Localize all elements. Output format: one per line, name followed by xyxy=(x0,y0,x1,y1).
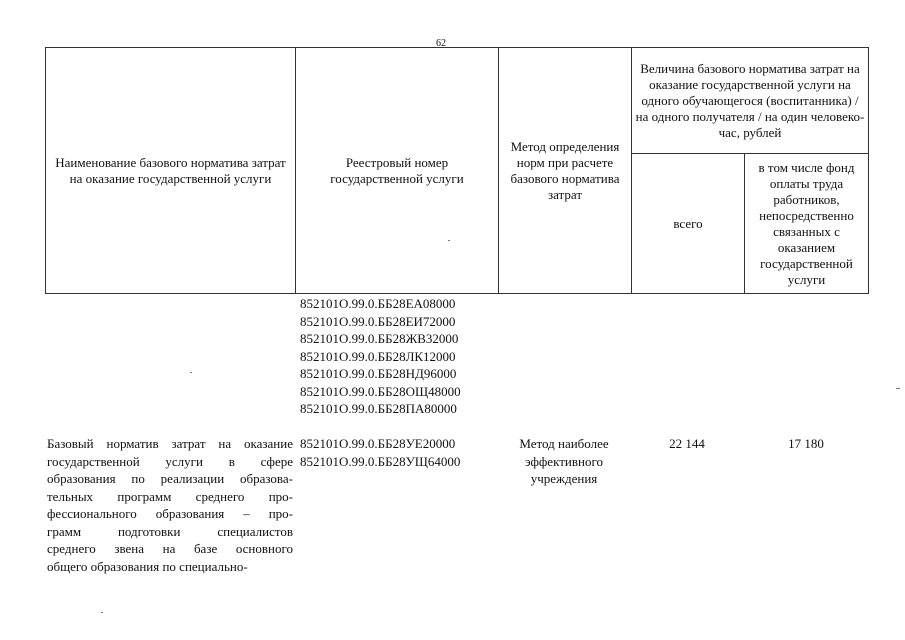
registry-code: 852101О.99.0.ББ28ЕА08000 xyxy=(300,296,456,311)
row-registry-cell xyxy=(300,435,460,470)
registry-code: 852101О.99.0.ББ28ОЩ48000 xyxy=(300,383,461,399)
row-name-line: среднего звена на базе основного xyxy=(47,541,293,556)
registry-code: 852101О.99.0.ББ28НД96000 xyxy=(300,366,457,381)
row-fund-value: 17 180 xyxy=(788,436,824,451)
registry-code: 852101О.99.0.ББ28ЖВ32000 xyxy=(300,331,459,346)
scan-speck xyxy=(448,240,450,241)
row-name-line: государственной услуги в сфере xyxy=(47,453,293,469)
header-fund-column: в том числе фонд оплаты труда работников, непосредственно связанных с оказанием государственной услуги xyxy=(745,154,869,294)
registry-code: 852101О.99.0.ББ28УЕ20000 xyxy=(300,436,456,451)
registry-code: 852101О.99.0.ББ28ЕИ72000 xyxy=(300,313,456,329)
continued-codes-list xyxy=(300,295,461,418)
header-value-column: Величина базового норматива затрат на оказание государственной услуги на одного обучающегося (воспитанника) / на одного получателя / на один человеко-час, рублей xyxy=(632,48,869,154)
row-name-cell xyxy=(47,435,293,575)
header-table xyxy=(45,47,869,294)
scan-speck xyxy=(101,612,103,613)
row-name-line: грамм подготовки специалистов xyxy=(47,523,293,539)
row-name-line: фессионального образования – про- xyxy=(47,506,293,521)
row-total-value: 22 144 xyxy=(669,436,705,451)
registry-code: 852101О.99.0.ББ28ЛК12000 xyxy=(300,348,456,364)
registry-code: 852101О.99.0.ББ28УЩ64000 xyxy=(300,453,461,469)
scan-speck xyxy=(896,388,900,389)
row-name-line: образования по реализации образова- xyxy=(47,471,293,486)
registry-code: 852101О.99.0.ББ28ПА80000 xyxy=(300,401,457,416)
header-registry-column: Реестровый номер государственной услуги xyxy=(296,48,499,294)
scan-speck xyxy=(190,372,192,373)
row-method-cell: Метод наиболее эффективного учреждения xyxy=(519,436,609,486)
page-number: 62 xyxy=(436,38,446,49)
header-total-column: всего xyxy=(632,154,745,294)
row-name-line: тельных программ среднего про- xyxy=(47,488,293,504)
header-name-column: Наименование базового норматива затрат на оказание государственной услуги xyxy=(46,48,296,294)
header-method-column: Метод определения норм при расчете базового норматива затрат xyxy=(499,48,632,294)
row-name-line: Базовый норматив затрат на оказание xyxy=(47,436,293,451)
row-name-line: общего образования по специально- xyxy=(47,558,248,574)
